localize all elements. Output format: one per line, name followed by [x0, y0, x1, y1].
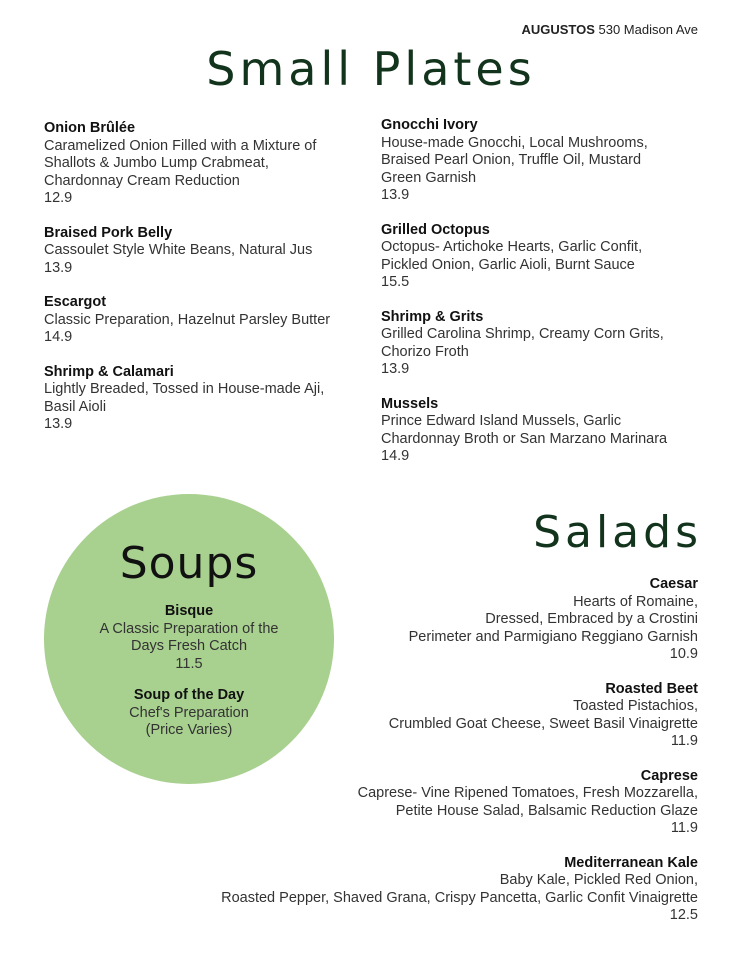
salads-title: Salads [533, 507, 702, 558]
menu-item [44, 294, 344, 347]
item-name: Soup of the Day [133, 687, 245, 703]
item-name: Gnocchi Ivory [381, 117, 478, 133]
item-description: Grilled Carolina Shrimp, Creamy Corn Grits, Chorizo Froth [381, 326, 664, 360]
item-price: (Price Varies) [145, 722, 233, 738]
item-name: Caesar [649, 576, 698, 592]
small-plates-left-column [44, 120, 344, 451]
item-description-line: Petite House Salad, Balsamic Reduction Glaze [395, 802, 698, 819]
item-description: Chef's Preparation [129, 704, 249, 721]
menu-item [381, 117, 681, 205]
item-price: 12.5 [669, 907, 698, 923]
item-description-line: Toasted Pistachios, [573, 698, 698, 714]
menu-item [381, 396, 681, 466]
item-description: Classic Preparation, Hazelnut Parsley Butter [44, 311, 331, 328]
item-description: Prince Edward Island Mussels, Garlic Chardonnay Broth or San Marzano Marinara [381, 413, 668, 447]
item-price: 11.5 [175, 655, 203, 672]
item-name: Mussels [381, 395, 439, 412]
salad-item [178, 576, 698, 664]
item-price: 10.9 [669, 646, 698, 662]
item-name: Braised Pork Belly [44, 224, 173, 241]
item-price: 13.9 [44, 259, 73, 276]
soups-title: Soups [119, 538, 259, 589]
item-price: 13.9 [44, 416, 73, 432]
restaurant-header [521, 22, 698, 37]
menu-item [44, 225, 344, 278]
item-name: Shrimp & Calamari [44, 363, 174, 380]
item-description-line: Perimeter and Parmigiano Reggiano Garnish [408, 628, 698, 645]
small-plates-right-column [381, 117, 681, 483]
item-price: 12.9 [44, 190, 73, 206]
menu-item [381, 309, 681, 379]
salad-item [178, 768, 698, 838]
item-price: 14.9 [381, 448, 410, 464]
item-price: 13.9 [381, 187, 410, 203]
item-description: Lightly Breaded, Tossed in House-made Aji, Basil Aioli [44, 381, 325, 415]
menu-item [381, 222, 681, 292]
item-name: Roasted Beet [605, 680, 698, 697]
item-description-line: Hearts of Romaine, [573, 593, 698, 610]
item-name: Caprese [640, 767, 698, 784]
salad-item [178, 855, 698, 925]
item-description-line: Dressed, Embraced by a Crostini [485, 611, 698, 627]
item-description: Octopus- Artichoke Hearts, Garlic Confit, Pickled Onion, Garlic Aioli, Burnt Sauce [381, 239, 643, 273]
item-name: Escargot [44, 294, 107, 310]
item-name: Shrimp & Grits [381, 308, 484, 325]
small-plates-title: Small Plates [206, 42, 536, 96]
salad-item [178, 681, 698, 751]
item-description-line: Crumbled Goat Cheese, Sweet Basil Vinaigrette [388, 715, 698, 732]
menu-item [44, 364, 344, 434]
address: 530 Madison Ave [598, 22, 698, 37]
item-description-line: Caprese- Vine Ripened Tomatoes, Fresh Mozzarella, [357, 785, 698, 801]
item-price: 15.5 [381, 274, 410, 290]
item-price: 11.9 [670, 733, 698, 749]
item-name: Grilled Octopus [381, 221, 490, 238]
item-description-line: Roasted Pepper, Shaved Grana, Crispy Pancetta, Garlic Confit Vinaigrette [221, 889, 698, 906]
item-description: House-made Gnocchi, Local Mushrooms, Braised Pearl Onion, Truffle Oil, Mustard Green Garnish [381, 134, 648, 186]
item-name: Onion Brûlée [44, 120, 136, 136]
item-price: 13.9 [381, 361, 410, 377]
menu-item [44, 120, 344, 208]
item-description: A Classic Preparation of the Days Fresh Catch [99, 620, 279, 654]
item-description-line: Baby Kale, Pickled Red Onion, [499, 872, 698, 888]
salads-list [178, 576, 698, 942]
item-description: Caramelized Onion Filled with a Mixture of Shallots & Jumbo Lump Crabmeat, Chardonnay Cream Reduction [44, 137, 317, 189]
item-price: 11.9 [670, 820, 698, 836]
item-name: Mediterranean Kale [564, 854, 698, 871]
item-price: 14.9 [44, 329, 73, 345]
item-name: Bisque [164, 603, 214, 619]
brand-name: AUGUSTOS [521, 22, 595, 37]
item-description: Cassoulet Style White Beans, Natural Jus [44, 242, 313, 258]
